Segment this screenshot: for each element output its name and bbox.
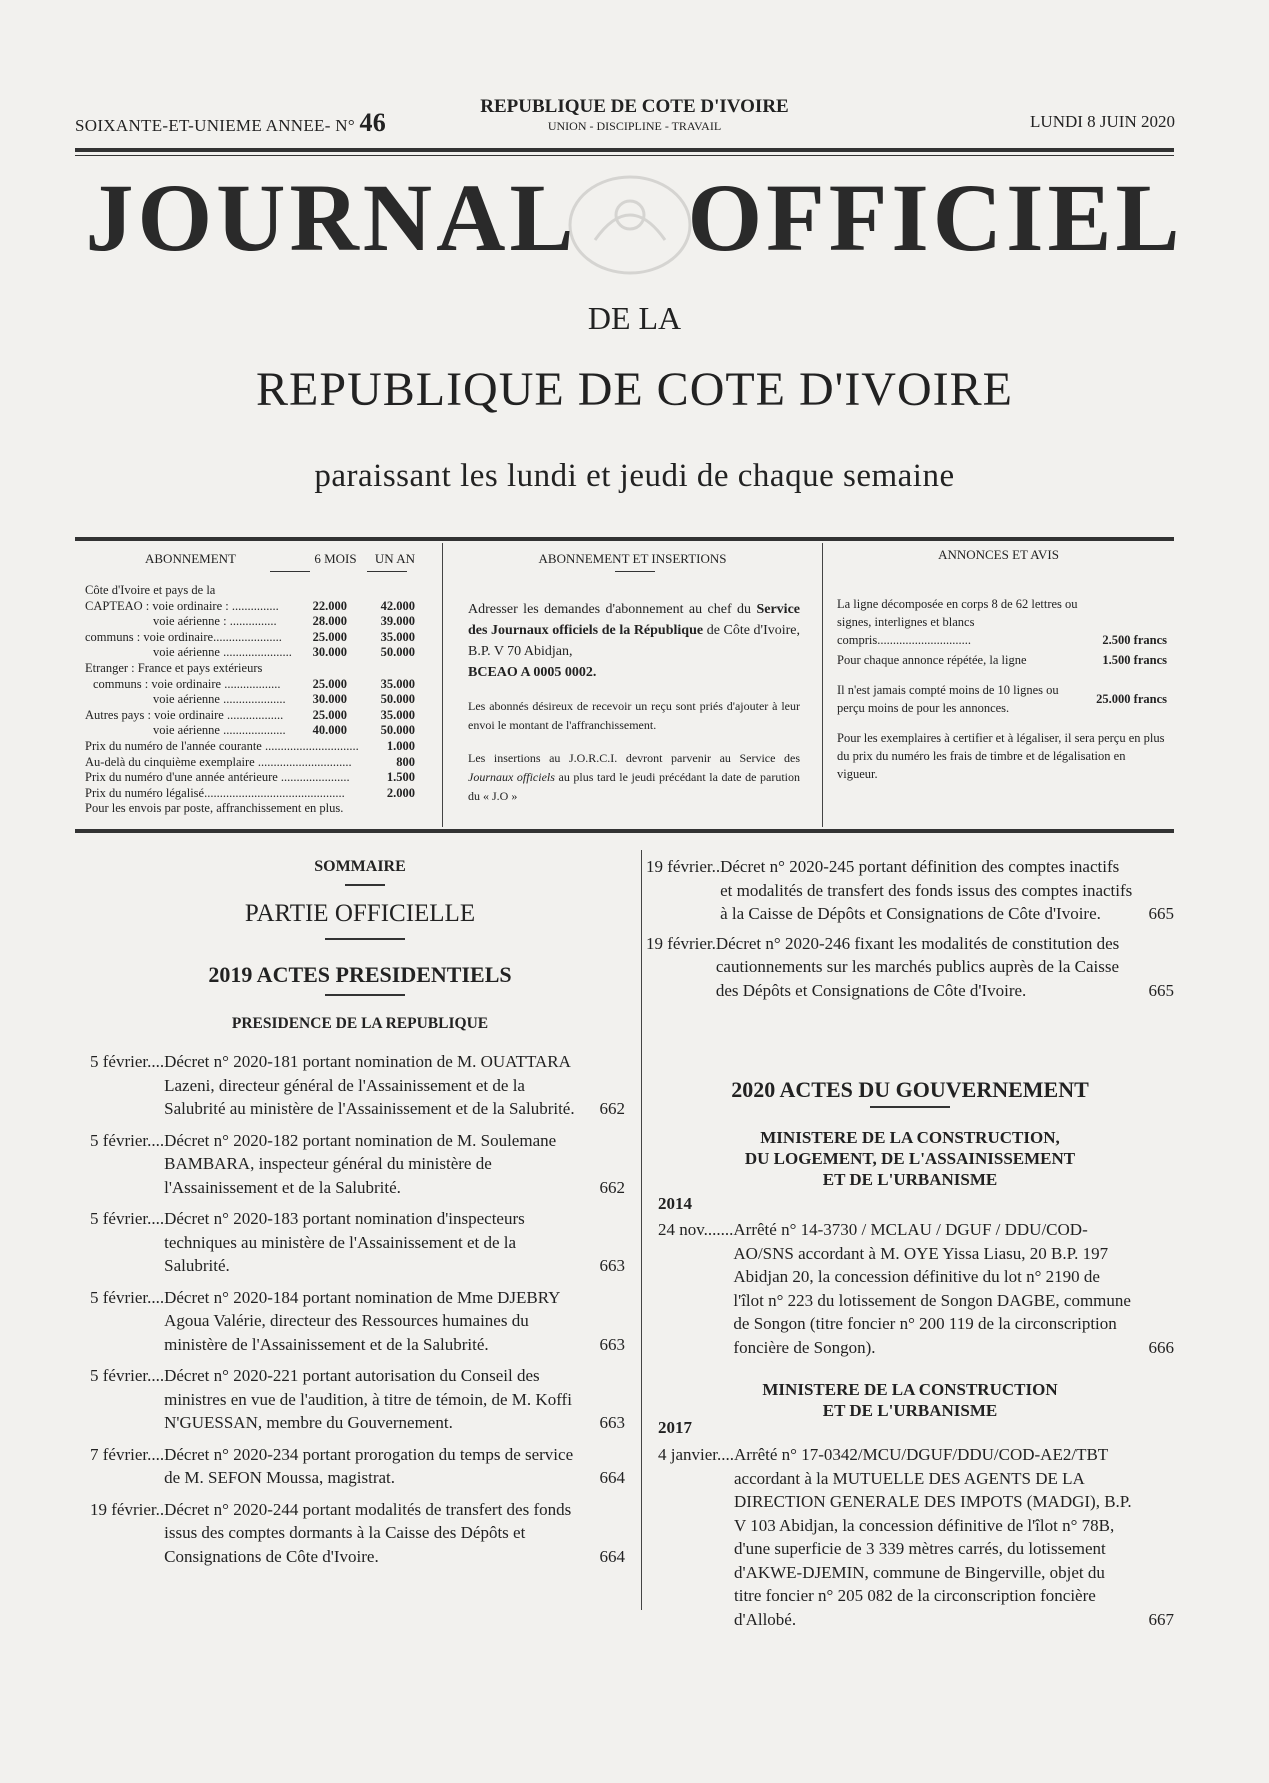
row-one-year: 39.000 (380, 614, 415, 629)
insertions-p2: Les abonnés désireux de recevoir un reçu sont priés d'ajouter à leur envoi le montant de l'affranchissement. (468, 699, 800, 732)
entry-2017-text: Arrêté n° 17-0342/MCU/DGUF/DDU/COD-AE2/TBT accordant à la MUTUELLE DES AGENTS DE LA DIRECTION GENERALE DES IMPOTS (MADGI), B.P. V 103 Abidjan, la concession définitive de l'îlot n° 78B, d'une superficie de 3 339 mètres carrés, du lotissement d'AKWE-DJEMIN, commune de Bingerville, objet du titre foncier n° 205 082 de la circonscription foncière d'Allobé. (734, 1445, 1132, 1629)
subscription-row (85, 786, 415, 802)
row-label: voie aérienne : ............... (153, 614, 277, 629)
insertions-head: ABONNEMENT ET INSERTIONS (538, 551, 727, 566)
entry-page-number: 662 (599, 1099, 625, 1118)
info-box-bottom-rule (75, 829, 1174, 833)
subscription-head-an: UN AN (374, 551, 415, 566)
sommaire-title: SOMMAIRE (314, 858, 406, 875)
row-price: 1.000 (386, 738, 415, 753)
row-six-months: 22.000 (312, 598, 347, 613)
row-six-months: 30.000 (312, 692, 347, 707)
row-label: Prix du numéro de l'année courante .............................. (85, 738, 359, 753)
entries_right-entry (646, 932, 1174, 1003)
entries_right-entry (646, 855, 1174, 926)
annonces-p2-price: 1.500 francs (1102, 653, 1167, 667)
ministere-2-title (646, 1379, 1174, 1421)
entries_left-entry (90, 1364, 625, 1435)
title-journal: JOURNAL (85, 164, 578, 271)
year-2017: 2017 (658, 1418, 692, 1437)
row-price: 2.000 (386, 785, 415, 800)
subscription-head: ABONNEMENT (145, 551, 236, 566)
subscription-row (85, 739, 415, 755)
row-six-months: 25.000 (312, 707, 347, 722)
publication-frequency: paraissant les lundi et jeudi de chaque semaine (314, 458, 955, 494)
row-label: Au-delà du cinquième exemplaire .............................. (85, 754, 352, 769)
masthead-topline (0, 94, 1269, 144)
presidence-title: PRESIDENCE DE LA REPUBLIQUE (231, 1015, 489, 1032)
entry-page-number: 662 (599, 1177, 625, 1197)
entry-page-number: 663 (599, 1256, 625, 1275)
entry-text: Décret n° 2020-245 portant définition des comptes inactifs et modalités de transfert des fonds issus des comptes inactifs à la Caisse de Dépôts et Consignations de Côte d'Ivoire. (720, 857, 1133, 923)
annonces-text (837, 595, 1167, 795)
row-price: 800 (396, 754, 415, 769)
header-rule-thin (75, 155, 1174, 156)
info-box (75, 537, 1174, 831)
ministere-1-title (646, 1127, 1174, 1190)
price-rows (85, 739, 415, 801)
entry-page-number: 663 (599, 1334, 625, 1354)
entry-2017-date: 4 janvier.... (658, 1445, 735, 1464)
row-label: voie aérienne .................... (153, 723, 286, 738)
entry-date: 19 février. (646, 933, 716, 953)
subhead-rule-2 (367, 571, 407, 572)
row-one-year: 35.000 (380, 707, 415, 722)
info-divider-2 (822, 543, 823, 827)
entry-text: Décret n° 2020-246 fixant les modalités de constitution des cautionnements sur les marchés publics auprès de la Caisse des Dépôts et Consignations de Côte d'Ivoire. (715, 933, 1120, 1000)
entry-date: 19 février.. (646, 857, 721, 876)
ministere-2-line-1: MINISTERE DE LA CONSTRUCTION (762, 1380, 1058, 1399)
info-divider-1 (442, 543, 443, 827)
insertions-p3-b: Journaux officiels (468, 770, 555, 784)
entry-date: 19 février.. (90, 1499, 165, 1519)
subscription-row (85, 645, 415, 661)
subscription-intro: Côte d'Ivoire et pays de la (85, 583, 216, 597)
subscription-rows (85, 599, 415, 661)
entry-date: 5 février.... (90, 1130, 165, 1150)
annonces-p3-price: 25.000 francs (1096, 692, 1167, 706)
section-2020-rule (870, 1106, 950, 1108)
entry-text: Décret n° 2020-221 portant autorisation du Conseil des ministres en vue de l'audition, à titre de témoin, de M. Koffi N'GUESSAN, membre du Gouvernement. (164, 1366, 572, 1432)
ministere-1-line-1: MINISTERE DE LA CONSTRUCTION, (760, 1128, 1060, 1147)
issue-date: LUNDI 8 JUIN 2020 (1030, 112, 1175, 131)
section-2019-rule (325, 994, 405, 996)
row-one-year: 50.000 (380, 692, 415, 707)
row-label: Prix du numéro légalisé............................................. (85, 785, 345, 800)
insertions-head-rule (615, 571, 655, 572)
ministere-1-line-3: ET DE L'URBANISME (822, 1170, 998, 1189)
annonces-p1: La ligne décomposée en corps 8 de 62 lettres ou signes, interlignes et blancs compris.............................. (837, 597, 1078, 647)
entry-page-number: 664 (599, 1546, 625, 1566)
entry-2014-date: 24 nov....... (658, 1220, 734, 1239)
entries-left (90, 1050, 625, 1576)
entry-page-number: 665 (1148, 904, 1174, 923)
entries_left-entry (90, 1286, 625, 1357)
row-one-year: 35.000 (380, 676, 415, 691)
section-2020-title: 2020 ACTES DU GOUVERNEMENT (731, 1077, 1089, 1102)
annonces-p3: Il n'est jamais compté moins de 10 lignes ou perçu moins de pour les annonces. (837, 683, 1059, 715)
year-label: SOIXANTE-ET-UNIEME ANNEE- N° (75, 116, 355, 135)
entries-right (646, 855, 1174, 1008)
insertions-p3-a: Les insertions au J.O.R.C.I. devront parvenir au Service des (468, 751, 800, 765)
entry-text: Décret n° 2020-234 portant prorogation du temps de service de M. SEFON Moussa, magistrat. (164, 1444, 574, 1487)
row-six-months: 30.000 (312, 645, 347, 660)
entry-page-number: 665 (1148, 980, 1174, 1000)
row-label: voie aérienne ...................... (153, 645, 292, 660)
subscription-row (85, 677, 415, 693)
year-2014: 2014 (658, 1194, 692, 1213)
column-divider (641, 850, 642, 1610)
subscription-row (85, 599, 415, 615)
insertions-p1-c: de Côte d'Ivoire, B.P. V 70 Abidjan, (468, 623, 801, 659)
annonces-p2: Pour chaque annonce répétée, la ligne (837, 653, 1027, 667)
subscription-row (85, 723, 415, 739)
entry-text: Décret n° 2020-181 portant nomination de M. OUATTARA Lazeni, directeur général de l'Assainissement et de la Salubrité au ministère de l'Assainissement et de la Salubrité. (164, 1052, 575, 1118)
subscription-row (85, 770, 415, 786)
subscription-row (85, 614, 415, 630)
subscription-row (85, 692, 415, 708)
subscription-row (85, 630, 415, 646)
row-price: 1.500 (386, 770, 415, 785)
subscription-header (85, 551, 415, 567)
subscription-row (85, 708, 415, 724)
foreign-intro: Etranger : France et pays extérieurs (85, 660, 263, 675)
insertions-p1-a: Adresser les demandes d'abonnement au chef du (468, 602, 752, 617)
subscription-head-6: 6 MOIS (314, 551, 357, 566)
entry-2014 (658, 1218, 1174, 1359)
row-label: Prix du numéro d'une année antérieure ...................... (85, 770, 350, 785)
entry-2014-page: 666 (1148, 1337, 1174, 1357)
row-six-months: 28.000 (312, 614, 347, 629)
entry-2017-page: 667 (1148, 1609, 1174, 1629)
annonces-p4: Pour les exemplaires à certifier et à légaliser, il sera perçu en plus du prix du numéro les frais de timbre et de légalisation en vigueur. (837, 731, 1165, 781)
row-six-months: 40.000 (312, 723, 347, 738)
row-label: CAPTEAO : voie ordinaire : ............... (85, 598, 279, 613)
header-rule-thick (75, 148, 1174, 152)
issue-number: 46 (359, 108, 387, 137)
row-one-year: 35.000 (380, 629, 415, 644)
annonces-head: ANNONCES ET AVIS (938, 547, 1059, 562)
row-label: voie aérienne .................... (153, 692, 286, 707)
row-label: communs : voie ordinaire .................. (93, 676, 281, 691)
ministere-1-line-2: DU LOGEMENT, DE L'ASSAINISSEMENT (744, 1149, 1076, 1168)
subscription-row (85, 755, 415, 771)
entry-text: Décret n° 2020-244 portant modalités de transfert des fonds issus des comptes dormants à la Caisse des Dépôts et Consignations de Côte d'Ivoire. (164, 1499, 572, 1566)
entries_left-entry (90, 1207, 625, 1278)
row-one-year: 50.000 (380, 723, 415, 738)
entries_left-entry (90, 1129, 625, 1200)
entry-date: 7 février.... (90, 1444, 165, 1464)
annonces-p1-price: 2.500 francs (1102, 633, 1167, 647)
entry-date: 5 février.... (90, 1052, 165, 1071)
partie-officielle: PARTIE OFFICIELLE (244, 900, 476, 927)
republic-name: REPUBLIQUE DE COTE D'IVOIRE (480, 96, 789, 117)
ministere-2-line-2: ET DE L'URBANISME (822, 1401, 998, 1420)
entry-date: 5 février.... (90, 1209, 165, 1228)
insertions-p1-d: BCEAO A 0005 0002. (468, 665, 597, 680)
entries_left-entry (90, 1498, 625, 1569)
motto: UNION - DISCIPLINE - TRAVAIL (547, 119, 722, 133)
row-one-year: 42.000 (380, 598, 415, 613)
row-label: Autres pays : voie ordinaire .................. (85, 707, 284, 722)
partie-rule (325, 938, 405, 940)
journal-title (0, 162, 1269, 273)
entry-page-number: 664 (599, 1468, 625, 1487)
subhead-rule-1 (270, 571, 310, 572)
sommaire-rule (345, 884, 385, 886)
entry-text: Décret n° 2020-183 portant nomination d'inspecteurs techniques au ministère de l'Assainissement et de la Salubrité. (164, 1209, 525, 1275)
entry-2014-text: Arrêté n° 14-3730 / MCLAU / DGUF / DDU/COD-AO/SNS accordant à M. OYE Yissa Liasu, 20 B.P. 197 Abidjan 20, la concession définitive du lot n° 2190 de l'îlot n° 223 du lotissement de Songon DAGBE, commune de Songon (titre foncier n° 200 119 de la circonscription foncière de Songon). (733, 1220, 1131, 1357)
title-de-la: DE LA (587, 300, 682, 336)
insertions-p3-c: au plus tard le jeudi précédant la date de parution du « J.O » (468, 770, 800, 803)
entry-2017 (658, 1443, 1174, 1631)
title-officiel: OFFICIEL (687, 164, 1184, 271)
row-one-year: 50.000 (380, 645, 415, 660)
entry-text: Décret n° 2020-184 portant nomination de Mme DJEBRY Agoua Valérie, directeur des Ressources humaines du ministère de l'Assainissement et de la Salubrité. (164, 1287, 560, 1354)
info-box-top-rule (75, 537, 1174, 541)
subscription-footer: Pour les envois par poste, affranchissement en plus. (85, 801, 344, 816)
insertions-text (468, 599, 800, 820)
row-label: communs : voie ordinaire...................... (85, 629, 282, 644)
row-six-months: 25.000 (312, 676, 347, 691)
section-2019-title: 2019 ACTES PRESIDENTIELS (208, 962, 512, 987)
entry-date: 5 février.... (90, 1366, 165, 1385)
entries_left-entry (90, 1050, 625, 1121)
entry-date: 5 février.... (90, 1287, 165, 1307)
entry-text: Décret n° 2020-182 portant nomination de M. Soulemane BAMBARA, inspecteur général du ministère de l'Assainissement et de la Salubrité. (164, 1130, 557, 1197)
entry-page-number: 663 (599, 1413, 625, 1432)
title-country: REPUBLIQUE DE COTE D'IVOIRE (256, 363, 1013, 416)
row-six-months: 25.000 (312, 629, 347, 644)
subscription-table (85, 583, 415, 817)
entries_left-entry (90, 1443, 625, 1490)
foreign-rows (85, 677, 415, 739)
insertions-p1-b: Service des Journaux officiels de la République (468, 602, 800, 638)
